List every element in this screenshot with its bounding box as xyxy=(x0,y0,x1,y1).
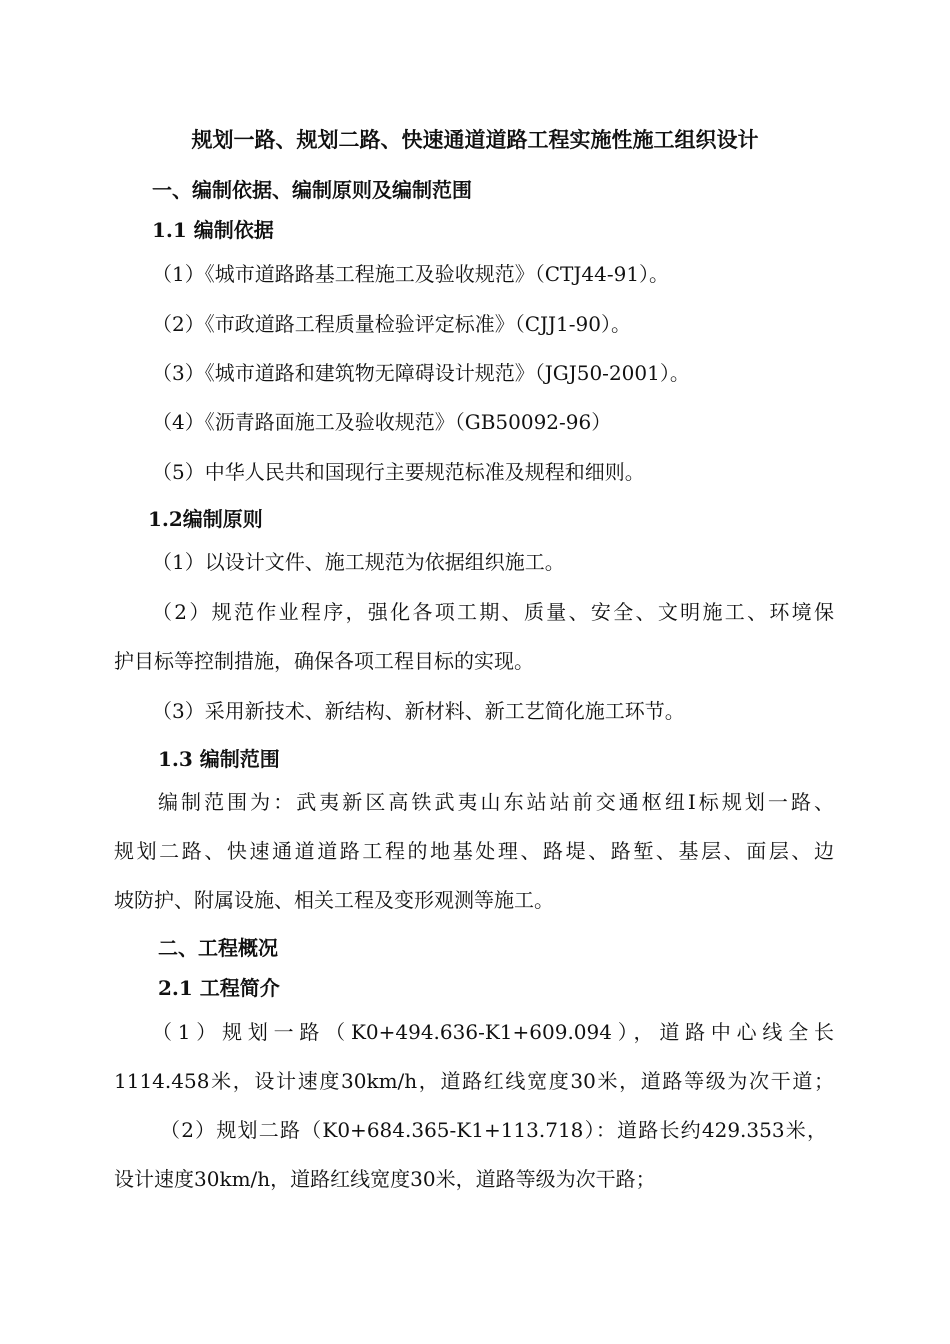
scope-line-3: 坡防护、附属设施、相关工程及变形观测等施工。 xyxy=(114,888,554,912)
overview-item-1-line-2: 1114.458米，设计速度30km/h，道路红线宽度30米，道路等级为次干道； xyxy=(114,1069,834,1093)
section-2-heading: 二、工程概况 xyxy=(158,936,278,960)
basis-item-5: （5）中华人民共和国现行主要规范标准及规程和细则。 xyxy=(152,460,645,484)
subsection-2-1-heading: 2.1 工程简介 xyxy=(158,976,280,1000)
scope-line-2: 规划二路、快速通道道路工程的地基处理、路堤、路堑、基层、面层、边 xyxy=(114,839,834,863)
document-title: 规划一路、规划二路、快速通道道路工程实施性施工组织设计 xyxy=(191,127,759,152)
overview-item-2-line-1: （2）规划二路（K0+684.365-K1+113.718）：道路长约429.353米， xyxy=(160,1118,827,1142)
subsection-1-1-heading: 1.1 编制依据 xyxy=(152,218,274,242)
overview-item-2-line-2: 设计速度30km/h，道路红线宽度30米，道路等级为次干路； xyxy=(114,1167,656,1191)
principle-item-1: （1）以设计文件、施工规范为依据组织施工。 xyxy=(152,550,565,574)
section-1-heading: 一、编制依据、编制原则及编制范围 xyxy=(152,178,472,202)
basis-item-3: （3）《城市道路和建筑物无障碍设计规范》（JGJ50-2001）。 xyxy=(152,361,690,385)
subsection-1-3-heading: 1.3 编制范围 xyxy=(158,747,280,771)
basis-item-1: （1）《城市道路路基工程施工及验收规范》（CTJ44-91）。 xyxy=(152,262,670,286)
overview-item-1-line-1: （1）规划一路（K0+494.636-K1+609.094），道路中心线全长 xyxy=(152,1020,834,1044)
principle-item-3: （3）采用新技术、新结构、新材料、新工艺简化施工环节。 xyxy=(152,699,685,723)
subsection-1-2-heading: 1.2编制原则 xyxy=(148,507,263,531)
principle-item-2-line-1: （2）规范作业程序，强化各项工期、质量、安全、文明施工、环境保 xyxy=(152,600,834,624)
scope-line-1: 编制范围为：武夷新区高铁武夷山东站站前交通枢纽Ⅰ标规划一路、 xyxy=(158,790,834,814)
basis-item-4: （4）《沥青路面施工及验收规范》（GB50092-96） xyxy=(152,410,612,434)
principle-item-2-line-2: 护目标等控制措施，确保各项工程目标的实现。 xyxy=(114,649,534,673)
basis-item-2: （2）《市政道路工程质量检验评定标准》（CJJ1-90）。 xyxy=(152,312,631,336)
